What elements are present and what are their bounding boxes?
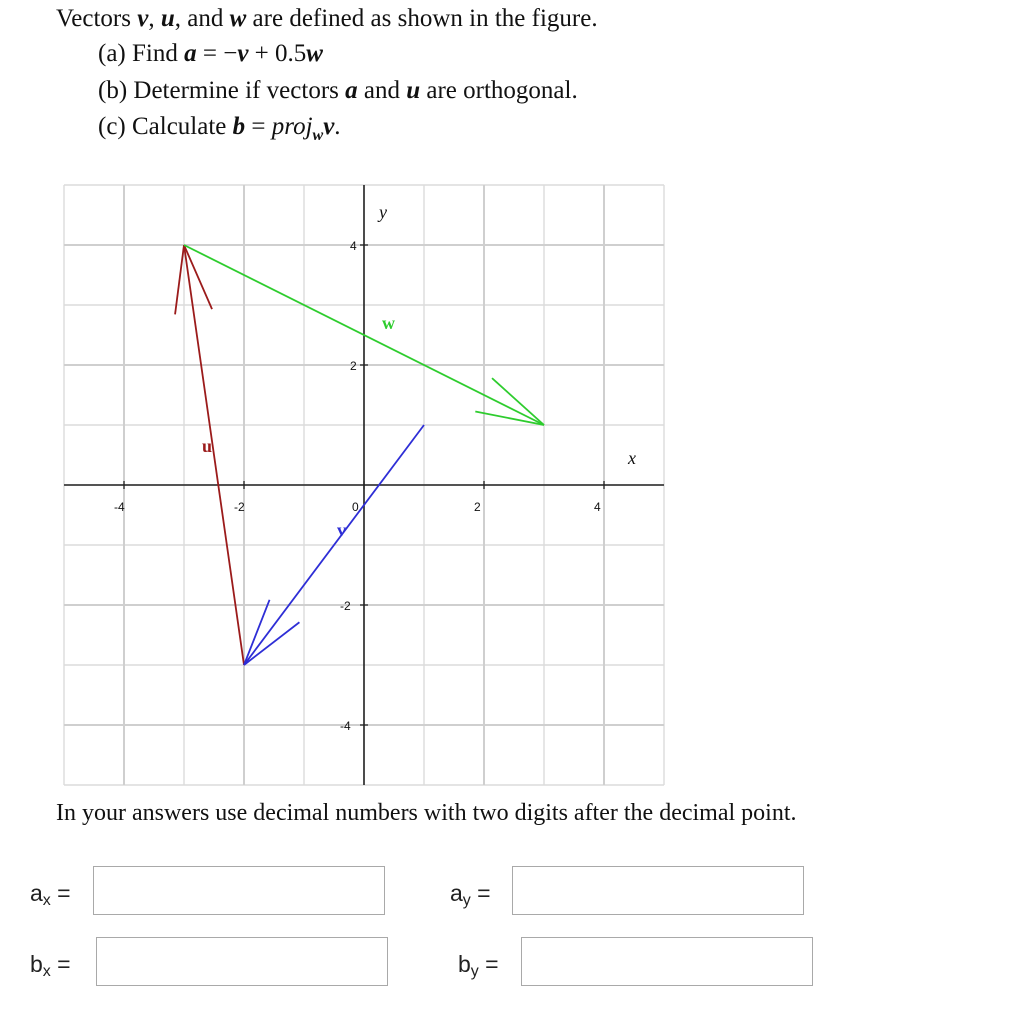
x-tick-label: 0 — [352, 500, 359, 514]
part-b-a: a — [345, 77, 358, 104]
part-c-sub: w — [312, 127, 324, 144]
by-sub: y — [470, 963, 479, 980]
y-tick-label: -4 — [340, 719, 351, 733]
part-c-b: b — [232, 113, 246, 140]
bx-eq: = — [50, 951, 71, 977]
part-c-label: (c) Calculate — [98, 113, 233, 140]
by-eq: = — [478, 951, 499, 977]
part-a-v: v — [237, 40, 249, 67]
part-c-end: . — [334, 113, 341, 140]
part-c-eq: = — [245, 113, 272, 140]
y-tick-label: 4 — [350, 239, 357, 253]
vector-v-label: v — [337, 520, 346, 540]
ax-label — [30, 880, 71, 910]
vector-u-label: u — [202, 436, 213, 456]
ay-sub: y — [462, 892, 471, 909]
ax-eq: = — [50, 880, 71, 906]
bx-sub: x — [42, 963, 51, 980]
part-a-w: w — [306, 40, 323, 67]
ax-input[interactable] — [93, 866, 385, 915]
vector-w-arrowhead — [492, 378, 544, 425]
intro-sep2: , and — [174, 5, 230, 32]
vector-w-label: w — [382, 313, 395, 333]
part-a-expr1: = − — [196, 40, 238, 67]
symbol-u: u — [160, 5, 175, 32]
part-b-and: and — [357, 77, 407, 104]
part-a-var: a — [184, 40, 197, 67]
intro-suffix: are defined as shown in the figure. — [246, 5, 598, 32]
bx-label — [30, 951, 71, 981]
instructions: In your answers use decimal numbers with two digits after the decimal point. — [56, 800, 797, 826]
x-tick-label: -2 — [234, 500, 245, 514]
x-tick-label: -4 — [114, 500, 125, 514]
part-c-proj: proj — [271, 113, 313, 140]
vector-u-arrowhead — [175, 245, 184, 314]
vector-u-line — [184, 245, 244, 665]
x-axis-label: x — [628, 448, 636, 468]
ax-base: a — [30, 880, 43, 906]
by-label — [458, 951, 499, 981]
by-base: b — [458, 951, 471, 977]
part-b-label: (b) Determine if vectors — [98, 77, 346, 104]
by-input[interactable] — [521, 937, 813, 986]
part-a-expr2: + 0.5 — [248, 40, 307, 67]
bx-base: b — [30, 951, 43, 977]
ay-eq: = — [470, 880, 491, 906]
symbol-w: w — [229, 5, 247, 32]
bx-input[interactable] — [96, 937, 388, 986]
ay-input[interactable] — [512, 866, 804, 915]
y-tick-label: -2 — [340, 599, 351, 613]
part-b-suffix: are orthogonal. — [420, 77, 578, 104]
ay-base: a — [450, 880, 463, 906]
part-c-v: v — [323, 113, 335, 140]
x-tick-label: 4 — [594, 500, 601, 514]
intro-prefix: Vectors — [56, 5, 138, 32]
part-b-u: u — [406, 77, 421, 104]
intro-sep1: , — [148, 5, 161, 32]
ay-label — [450, 880, 491, 910]
vector-w-arrowhead — [475, 412, 544, 425]
symbol-v: v — [137, 5, 149, 32]
part-a-label: (a) Find — [98, 40, 185, 67]
ax-sub: x — [42, 892, 51, 909]
y-axis-label: y — [379, 202, 387, 222]
y-tick-label: 2 — [350, 359, 357, 373]
x-tick-label: 2 — [474, 500, 481, 514]
